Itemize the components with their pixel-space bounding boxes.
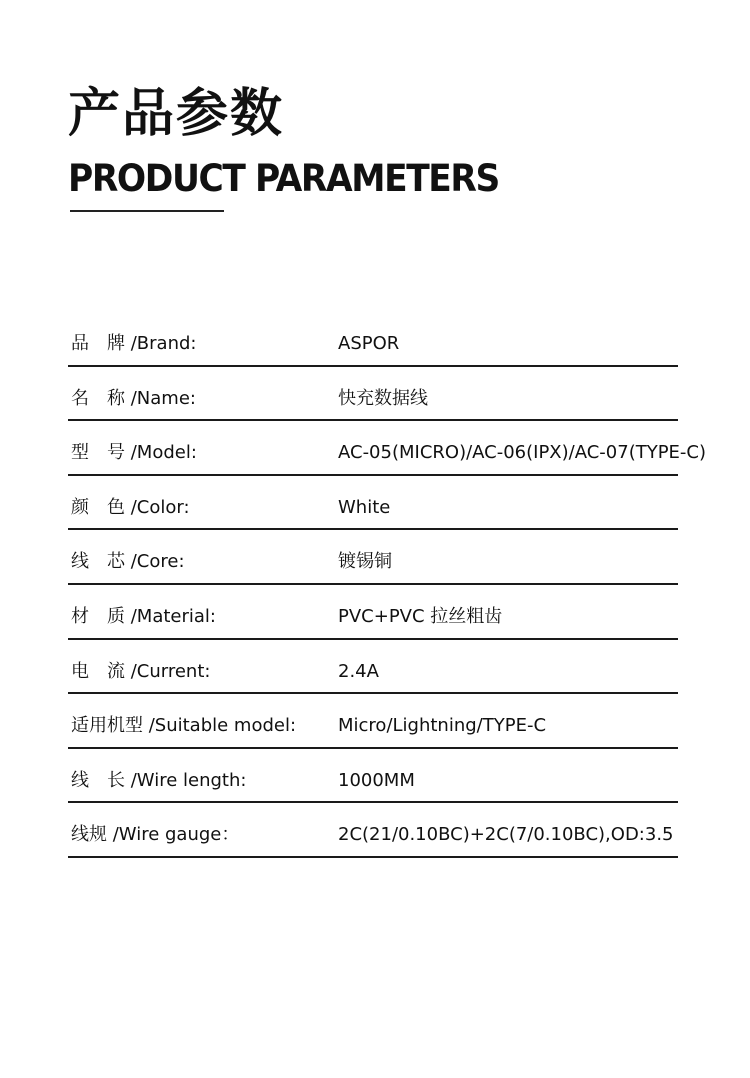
param-row-material [68,585,678,640]
param-row-suitable-model [68,694,678,749]
param-value: Micro/Lightning/TYPE-C [338,715,547,737]
param-label: 电 流 /Current: [71,660,211,682]
param-row-name [68,367,678,422]
param-label: 型 号 /Model: [71,442,197,464]
param-value: 1000MM [338,769,415,791]
param-label: 名 称 /Name: [71,387,196,409]
param-value: ASPOR [338,333,400,354]
param-value: AC-05(MICRO)/AC-06(IPX)/AC-07(TYPE-C) [338,442,707,464]
param-value: 快充数据线 [338,387,428,409]
param-label: 线 长 /Wire length: [71,769,247,791]
param-value: 2.4A [338,660,379,682]
param-label: 适用机型 /Suitable model: [71,715,297,737]
param-value: 镀锡铜 [338,551,392,573]
param-label: 线 芯 /Core: [71,551,185,573]
param-value: White [338,496,391,518]
param-row-brand [68,312,678,367]
param-row-core [68,530,678,585]
param-value: PVC+PVC 拉丝粗齿 [338,605,503,627]
param-label: 线规 /Wire gauge： [71,824,240,846]
param-label: 颜 色 /Color: [71,496,190,518]
param-row-wire-gauge [68,803,678,858]
param-label: 品 牌 /Brand: [71,333,197,354]
param-label: 材 质 /Material: [71,605,216,627]
param-row-wire-length [68,749,678,804]
param-row-color [68,476,678,531]
page-title-chinese: 产品参数 [68,84,285,144]
param-row-model [68,421,707,476]
parameter-table [68,312,707,858]
page-title-english: PRODUCT PARAMETERS [68,157,499,200]
param-row-current [68,640,678,695]
param-value: 2C(21/0.10BC)+2C(7/0.10BC),OD:3.5 [338,824,674,846]
title-underline-divider [70,210,224,212]
